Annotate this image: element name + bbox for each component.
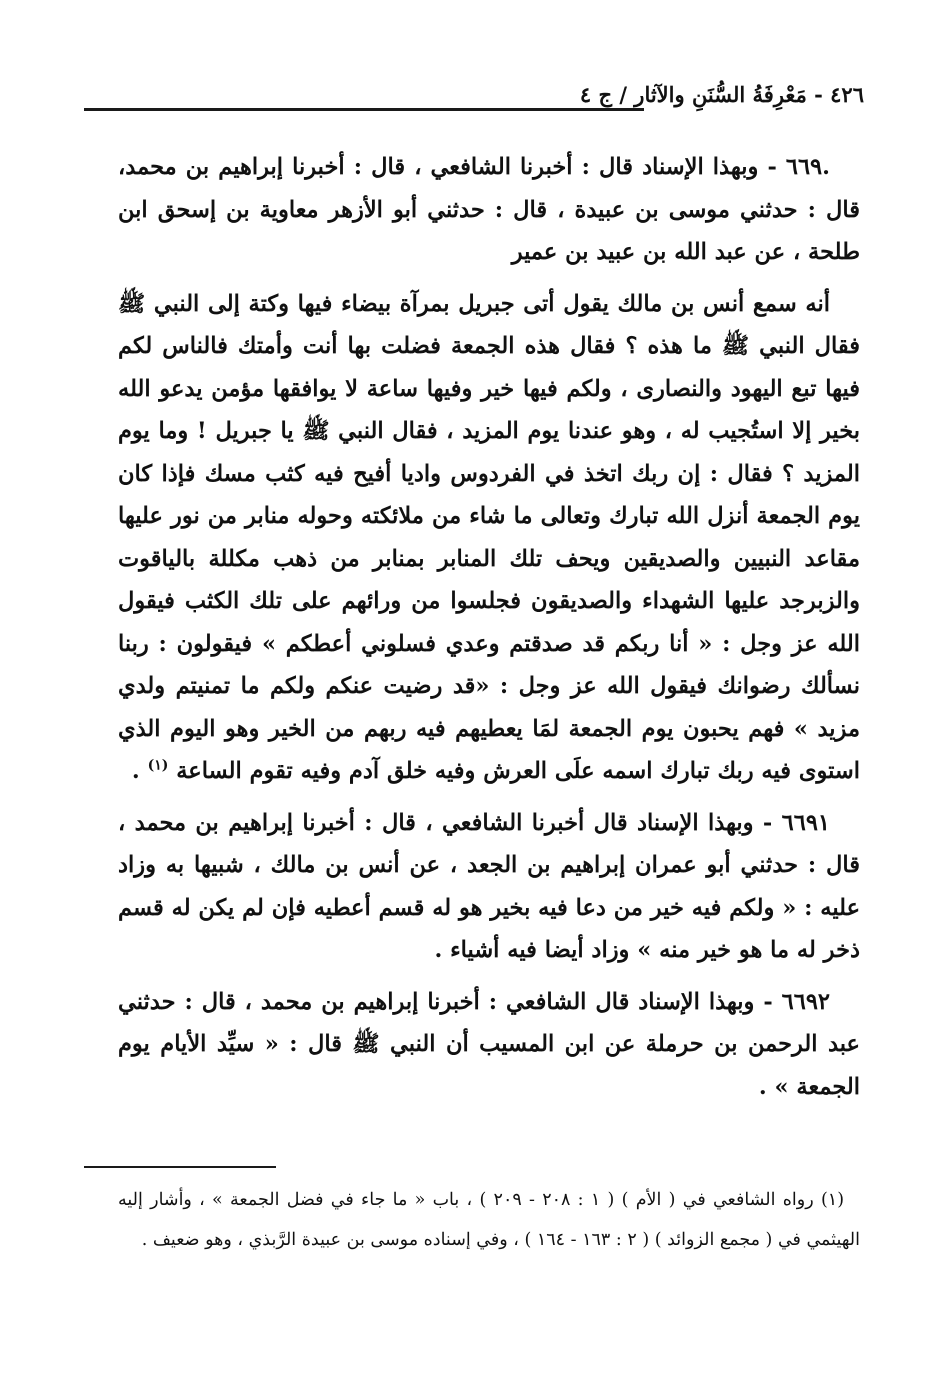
hadith-entry-6691: ٦٦٩١ - وبهذا الإسناد قال أخبرنا الشافعي ، قال : أخبرنا إبراهيم بن محمد ، قال : حدثني أبو عمران إبراهيم بن الجعد ، عن أنس بن مالك ، شبيها به وزاد عليه : « ولكم فيه خير من دعا فيه بخير هو له قسم أعطيه فإن لم يكن له قسم ذخر له ما هو خير منه » وزاد أيضا فيه أشياء . [118,809,860,963]
page-header [84,80,864,120]
footnotes [118,1180,860,1260]
matn-text: أنه سمع أنس بن مالك يقول أتى جبريل بمرآة بيضاء فيها وكتة إلى النبي ﷺ فقال النبي ﷺ ما هذه ؟ فقال هذه الجمعة فضلت بها أنت وأمتك فالناس لكم فيها تبع اليهود والنصارى ، ولكم فيها خير وفيها ساعة لا يوافقها مؤمن يدعو الله بخير إلا استُجيب له ، وهو عندنا يوم المزيد ، فقال النبي ﷺ يا جبريل ! وما يوم المزيد ؟ فقال : إن ربك اتخذ في الفردوس واديا أفيح فيه كثب مسك فإذا كان يوم الجمعة أنزل الله تبارك وتعالى ما شاء من ملائكته وحوله منابر من نور عليها مقاعد النبيين والصديقين ويحف تلك المنابر بمنابر من ذهب مكللة بالياقوت والزبرجد عليها الشهداء والصديقون فجلسوا من ورائهم على تلك الكثب فيقول الله عز وجل : « أنا ربكم قد صدقتم وعدي فسلوني أعطكم » فيقولون : ربنا نسألك رضوانك فيقول الله عز وجل : «قد رضيت عنكم ولكم ما تمنيتم ولدي مزيد » فهم يحبون يوم الجمعة لمَا يعطيهم فيه ربهم من الخير وهو اليوم الذي استوى فيه ربك تبارك اسمه علَى العرش وفيه خلق آدم وفيه تقوم الساعة [118,290,860,784]
footnote-reference: (١) [147,757,169,774]
matn-end: . [131,758,148,784]
hadith-entry-6692: ٦٦٩٢ - وبهذا الإسناد قال الشافعي : أخبرنا إبراهيم بن محمد ، قال : حدثني عبد الرحمن بن حرملة عن ابن المسيب أن النبي ﷺ قال : « سيِّد الأيام يوم الجمعة » . [118,988,860,1100]
footnote-1: (١) رواه الشافعي في ( الأم ) ( ١ : ٢٠٨ - ٢٠٩ ) ، باب « ما جاء في فضل الجمعة » ، وأشار إليه الهيثمي في ( مجمع الزوائد ) ( ٢ : ١٦٣ - ١٦٤ ) ، وفي إسناده موسى بن عبيدة الرَّبذي ، وهو ضعيف . [118,1190,860,1250]
hadith-entry-6690-isnad: .٦٦٩ - وبهذا الإسناد قال : أخبرنا الشافعي ، قال : أخبرنا إبراهيم بن محمد، قال : حدثني موسى بن عبيدة ، قال : حدثني أبو الأزهر معاوية بن إسحق ابن طلحة ، عن عبد الله بن عبيد بن عمير [118,154,860,265]
running-head: ٤٢٦ - مَعْرِفَةُ السُّنَنِ والآثار / ج ٤ [579,82,864,107]
hadith-entry-6690-matn [118,283,860,793]
main-text [118,146,860,1117]
footnote-rule [84,1166,276,1168]
header-rule [84,108,644,111]
